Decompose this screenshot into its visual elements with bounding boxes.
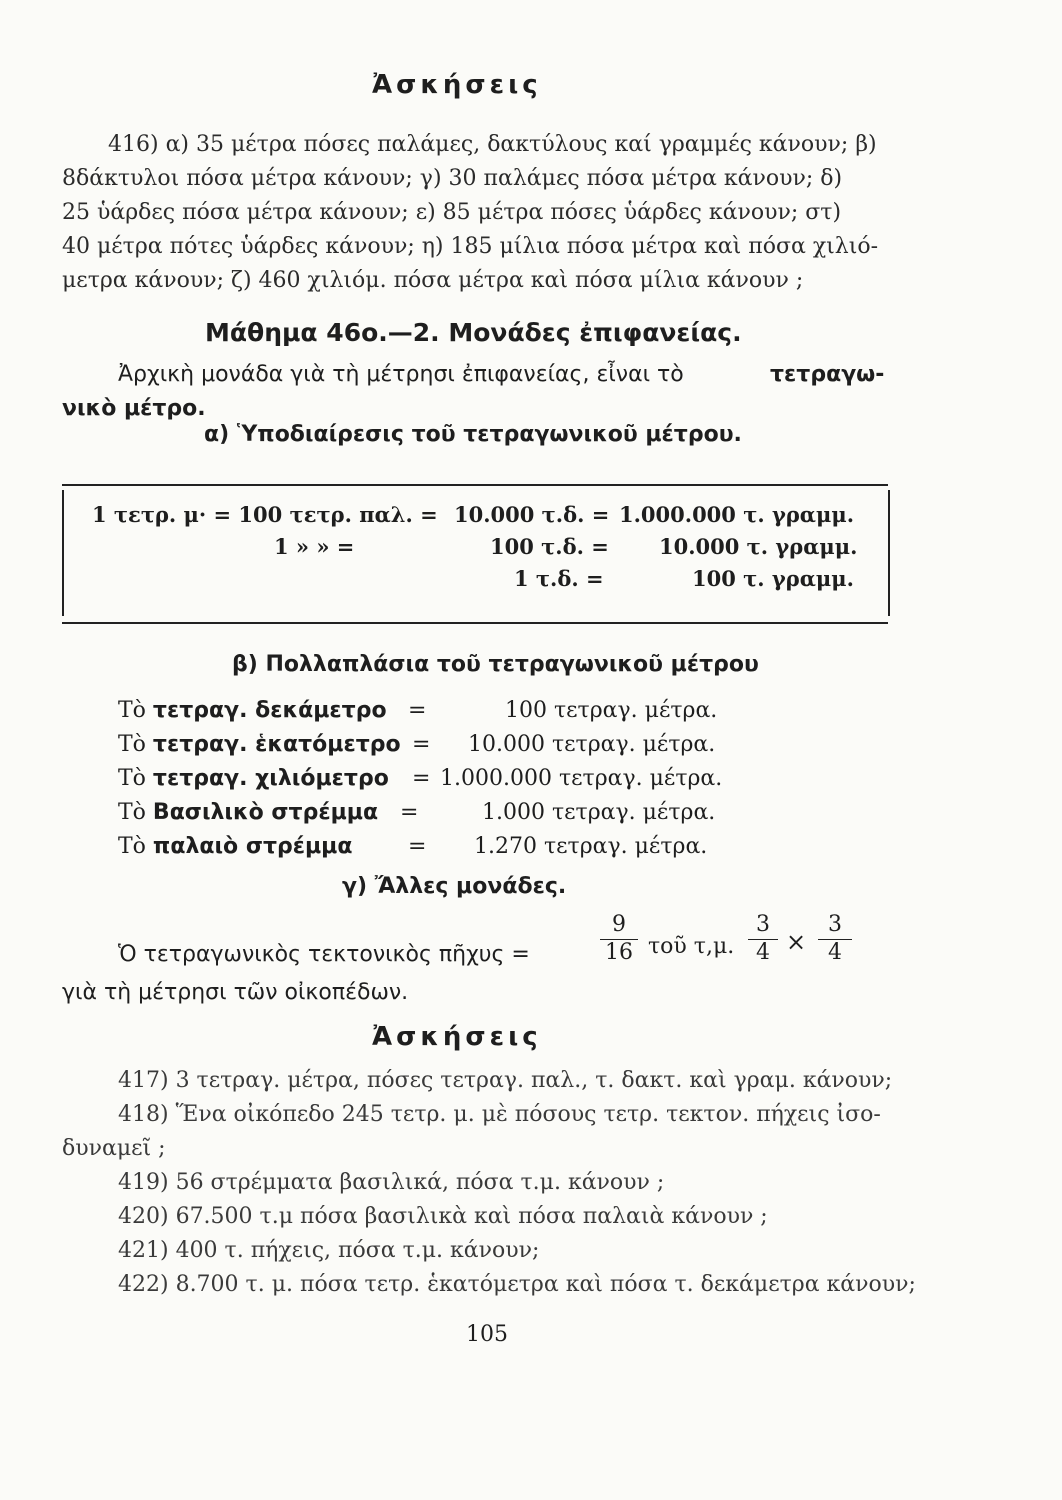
row-article: Τὸ <box>118 766 146 791</box>
row-article: Τὸ <box>118 732 146 757</box>
exercises-heading-bottom: Ἀσκήσεις <box>372 1022 542 1052</box>
exercise-416-line: 8δάκτυλοι πόσα μέτρα κάνουν; γ) 30 παλάμες πόσα μέτρα κάνουν; δ) <box>62 166 843 191</box>
row-article: Τὸ <box>118 834 146 859</box>
fraction-numerator: 9 <box>612 912 626 937</box>
exercise-418: 418) Ἕνα οἰκόπεδο 245 τετρ. μ. μὲ πόσους τετρ. τεκτον. πήχεις ἰσο- <box>118 1102 881 1127</box>
row-unit-name: τετραγ. δεκάμετρο <box>152 698 387 723</box>
other-units-title: γ) Ἄλλες μονάδες. <box>342 874 567 899</box>
exercise-416-line: μετρα κάνουν; ζ) 460 χιλιόμ. πόσα μέτρα καὶ πόσα μίλια κάνουν ; <box>62 268 804 293</box>
multiples-row <box>118 766 389 791</box>
lesson-intro-line1 <box>118 362 684 387</box>
multiples-row <box>118 800 378 825</box>
times-sign: × <box>786 928 807 956</box>
page-number: 105 <box>466 1322 508 1347</box>
cubit-unit: τοῦ τ,μ. <box>648 934 735 959</box>
row-unit-name: Βασιλικὸ στρέμμα <box>152 800 379 825</box>
row-value: 1.000 τετραγ. μέτρα. <box>482 800 716 825</box>
multiples-row <box>118 732 401 757</box>
exercise-421: 421) 400 τ. πήχεις, πόσα τ.μ. κάνουν; <box>118 1238 540 1263</box>
fraction-denominator: 4 <box>756 940 770 965</box>
fraction-numerator: 3 <box>756 912 770 937</box>
row-unit-name: τετραγ. ἑκατόμετρο <box>152 732 401 757</box>
row-value: 100 τετραγ. μέτρα. <box>505 698 718 723</box>
subdivisions-title: α) Ὑποδιαίρεσις τοῦ τετραγωνικοῦ μέτρου. <box>204 422 742 447</box>
row-value: 1.270 τετραγ. μέτρα. <box>474 834 708 859</box>
exercise-420: 420) 67.500 τ.μ πόσα βασιλικὰ καὶ πόσα παλαιὰ κάνουν ; <box>118 1204 768 1229</box>
row-value: 1.000.000 τετραγ. μέτρα. <box>440 766 723 791</box>
fraction-3-4 <box>748 912 778 965</box>
fraction-denominator: 16 <box>605 940 633 965</box>
lesson-intro-text: Ἀρχικὴ μονάδα γιὰ τὴ μέτρησι ἐπιφανείας, εἶναι τὸ <box>118 362 684 387</box>
table-row-2-lhs: 1 » » = <box>274 534 355 559</box>
multiples-row <box>118 834 352 859</box>
table-row-1-c3: 1.000.000 τ. γραμμ. <box>619 502 855 527</box>
exercises-heading-top: Ἀσκήσεις <box>372 70 542 100</box>
row-article: Τὸ <box>118 800 146 825</box>
cubit-formula-lhs: Ὁ τετραγωνικὸς τεκτονικὸς πῆχυς = <box>118 942 530 967</box>
lesson-intro-line2: νικὸ μέτρο. <box>62 396 206 421</box>
row-value: 10.000 τετραγ. μέτρα. <box>468 732 716 757</box>
row-equals: = <box>400 800 419 825</box>
fraction-denominator: 4 <box>828 940 842 965</box>
subdivisions-table <box>62 490 890 616</box>
exercise-417: 417) 3 τετραγ. μέτρα, πόσες τετραγ. παλ., τ. δακτ. καὶ γραμ. κάνουν; <box>118 1068 893 1093</box>
exercise-418-cont: δυναμεῖ ; <box>62 1136 166 1161</box>
fraction-numerator: 3 <box>828 912 842 937</box>
lesson-intro-bold-end: τετραγω- <box>770 362 885 387</box>
table-row-3-c3: 100 τ. γραμμ. <box>692 566 854 591</box>
cubit-usage-note: γιὰ τὴ μέτρησι τῶν οἰκοπέδων. <box>62 980 409 1005</box>
exercise-419: 419) 56 στρέμματα βασιλικά, πόσα τ.μ. κάνουν ; <box>118 1170 665 1195</box>
multiples-title: β) Πολλαπλάσια τοῦ τετραγωνικοῦ μέτρου <box>232 652 759 677</box>
row-article: Τὸ <box>118 698 146 723</box>
row-equals: = <box>412 732 431 757</box>
row-unit-name: παλαιὸ στρέμμα <box>152 834 353 859</box>
fraction-9-16 <box>600 912 638 965</box>
row-unit-name: τετραγ. χιλιόμετρο <box>152 766 389 791</box>
table-row-1-c2: 10.000 τ.δ. = <box>454 502 610 527</box>
row-equals: = <box>412 766 431 791</box>
row-equals: = <box>408 698 427 723</box>
table-row-2-c2: 100 τ.δ. = <box>490 534 609 559</box>
fraction-3-4-second <box>818 912 852 965</box>
table-row-1-lhs: 1 τετρ. μ· = 100 τετρ. παλ. = <box>92 502 438 527</box>
exercise-416-line: 25 ὑάρδες πόσα μέτρα κάνουν; ε) 85 μέτρα πόσες ὑάρδες κάνουν; στ) <box>62 200 842 225</box>
table-row-3-c2: 1 τ.δ. = <box>514 566 604 591</box>
exercise-422: 422) 8.700 τ. μ. πόσα τετρ. ἑκατόμετρα καὶ πόσα τ. δεκάμετρα κάνουν; <box>118 1272 916 1297</box>
exercise-416-line: 40 μέτρα πότες ὑάρδες κάνουν; η) 185 μίλια πόσα μέτρα καὶ πόσα χιλιό- <box>62 234 879 259</box>
row-equals: = <box>408 834 427 859</box>
multiples-row <box>118 698 387 723</box>
lesson-title: Μάθημα 46ο.—2. Μονάδες ἐπιφανείας. <box>205 318 742 347</box>
exercise-416-line: 416) α) 35 μέτρα πόσες παλάμες, δακτύλους καί γραμμές κάνουν; β) <box>108 132 877 157</box>
table-row-2-c3: 10.000 τ. γραμμ. <box>659 534 858 559</box>
